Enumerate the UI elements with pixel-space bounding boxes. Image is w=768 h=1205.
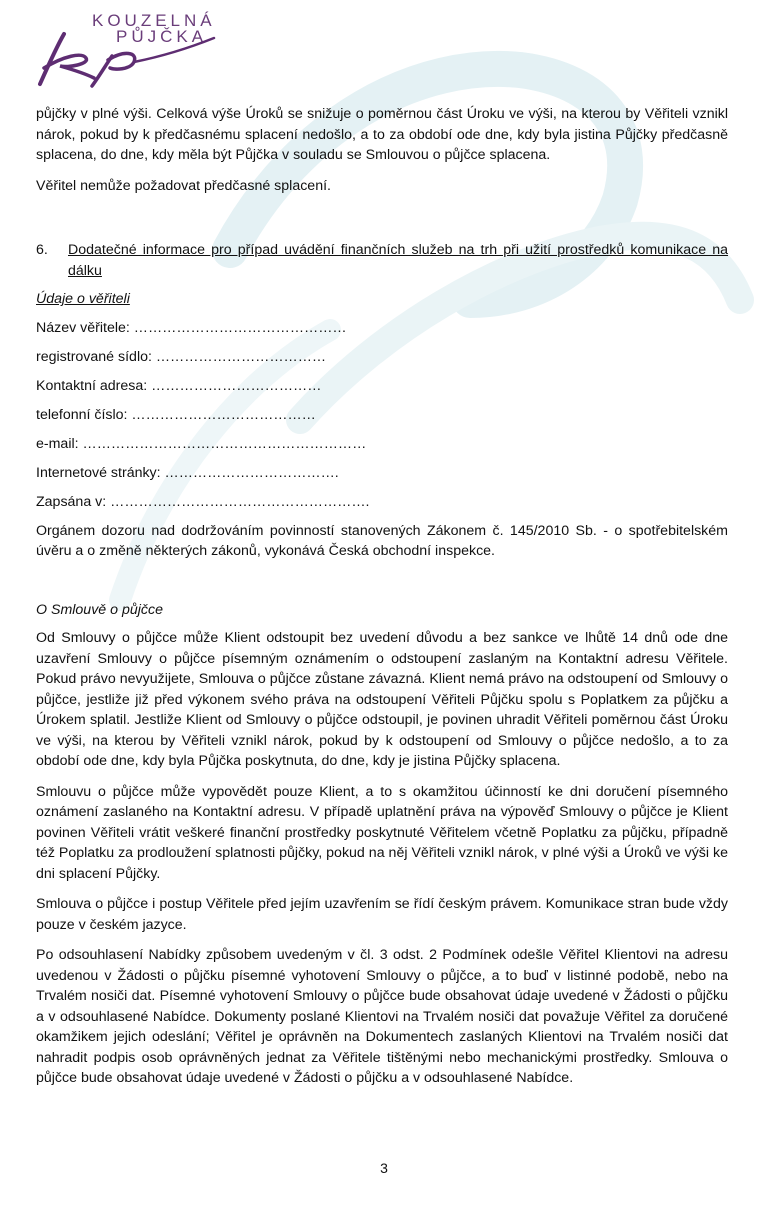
field-contact-address: Kontaktní adresa: ……………………………… — [36, 377, 322, 394]
field-creditor-name: Název věřitele: ……………………………………… — [36, 319, 347, 336]
logo-kp-mark — [34, 28, 224, 88]
contract-heading: O Smlouvě o půjčce — [36, 601, 163, 618]
creditor-info-heading: Údaje o věřiteli — [36, 291, 130, 307]
paragraph-governing-law: Smlouva o půjčce i postup Věřitele před jejím uzavřením se řídí českým právem. Komunikace stran bude vždy pouze v českém jazyce. — [36, 896, 728, 933]
section-number: 6. — [36, 242, 48, 258]
document-body — [36, 104, 728, 1099]
paragraph-supervision: Orgánem dozoru nad dodržováním povinností stanovených Zákonem č. 145/2010 Sb. - o spotřebitelském úvěru a o změně některých zákonů, vykonává Česká obchodní inspekce. — [36, 522, 728, 559]
page-number: 3 — [380, 1160, 388, 1176]
field-registered-in: Zapsána v: ………………………………………………. — [36, 493, 370, 510]
logo-text-line1: KOUZELNÁ — [92, 11, 216, 30]
field-website: Internetové stránky: ………………………………. — [36, 464, 339, 481]
section-6-heading — [36, 240, 728, 281]
paragraph-early-repayment: půjčky v plné výši. Celková výše Úroků se snižuje o poměrnou část Úroku ve výši, na kterou by Věřiteli vznikl nárok, pokud by k předčasnému splacení nedošlo, a to za období ode dne, kdy byla jistina Půjčky předčasně splacena, do dne, kdy měla být Půjčka v souladu se Smlouvou o půjčce splacena. — [36, 106, 728, 163]
logo-text-line2: PŮJČKA — [116, 27, 208, 46]
field-registered-office: registrované sídlo: ……………………………… — [36, 348, 327, 365]
paragraph-delivery: Po odsouhlasení Nabídky způsobem uvedeným v čl. 3 odst. 2 Podmínek odešle Věřitel Klientovi na adresu uvedenou v Žádosti o půjčku písemné vyhotovení Smlouvy o půjčce, a to buď v listinné podobě, nebo na Trvalém nosiči dat. Písemné vyhotovení Smlouvy o půjčce bude obsahovat údaje uvedené v Žádosti o půjčku a v odsouhlasené Nabídce. Dokumenty poslané Klientovi na Trvalém nosiči dat považuje Věřitel za doručené okamžikem jejich odeslání; Věřitel je oprávněn na Dokumentech zaslaných Klientovi na Trvalém nosiči dat nahradit podpis osob oprávněných jednat za Věřitele tištěnými nebo mechanickými prostředky. Smlouva o půjčce bude obsahovat údaje uvedené v Žádosti o půjčku a v odsouhlasené Nabídce. — [36, 947, 728, 1086]
paragraph-no-early-demand: Věřitel nemůže požadovat předčasné splacení. — [36, 177, 331, 194]
brand-logo — [34, 8, 224, 88]
field-phone: telefonní číslo: ………………………………… — [36, 406, 316, 423]
field-email: e-mail: …………………………………………………… — [36, 435, 367, 452]
section-title: Dodatečné informace pro případ uvádění finančních služeb na trh při užití prostředků komunikace na dálku — [68, 242, 728, 279]
paragraph-termination: Smlouvu o půjčce může vypovědět pouze Klient, a to s okamžitou účinností ke dni doručení písemného oznámení zaslaného na Kontaktní adresu. V případě uplatnění práva na výpověď Smlouvy o půjčce je Klient povinen Věřiteli vrátit veškeré finanční prostředky poskytnuté Věřitelem včetně Poplatku za půjčku, případně též Poplatku za prodloužení splatnosti půjčky, pokud na něj Věřiteli vznikl nárok, v plné výši a Úroků ve výši ke dni splacení Půjčky. — [36, 783, 728, 882]
paragraph-withdrawal: Od Smlouvy o půjčce může Klient odstoupit bez uvedení důvodu a bez sankce ve lhůtě 14 dnů ode dne uzavření Smlouvy o půjčce písemným oznámením o odstoupení zaslaným na Kontaktní adresu Věřitele. Pokud právo nevyužijete, Smlouva o půjčce zůstane závazná. Klient nemá právo na odstoupení od Smlouvy o půjčce, jestliže již před výkonem svého práva na odstoupení Věřiteli Půjčku spolu s Poplatkem za půjčku a Úrokem splatil. Jestliže Klient od Smlouvy o půjčce odstoupil, je povinen uhradit Věřiteli poměrnou část Úroku ve výši, na kterou by Věřiteli vznikl nárok, pokud by k odstoupení od Smlouvy o půjčce nedošlo, a to za období ode dne, kdy byla Půjčka poskytnuta, do dne, kdy je jistina Půjčky splacena. — [36, 630, 728, 769]
